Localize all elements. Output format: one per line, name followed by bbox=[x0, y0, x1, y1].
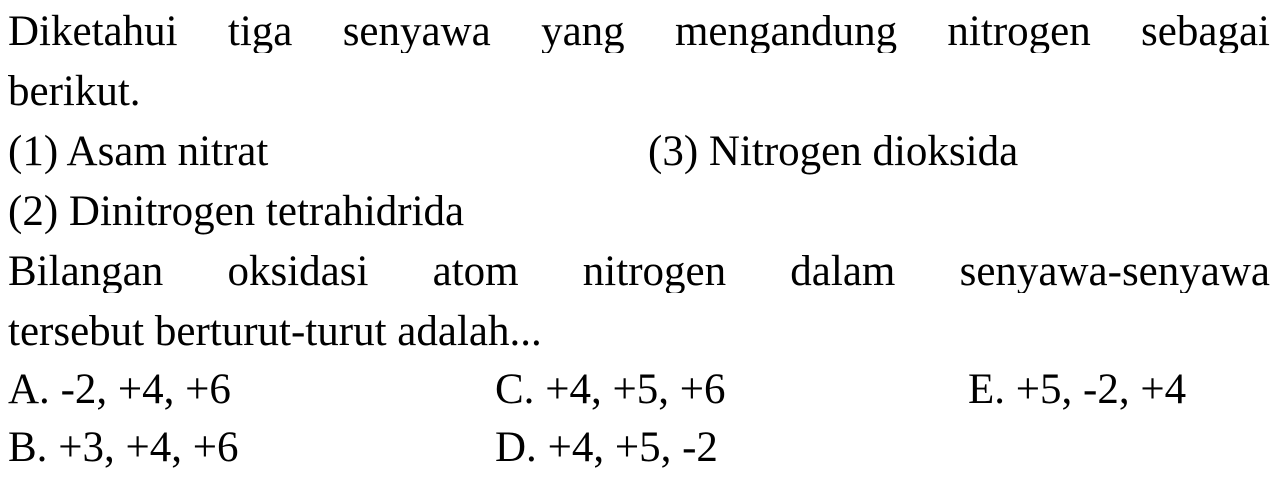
option-b-label: B. bbox=[8, 424, 48, 471]
option-e-value: +5, -2, +4 bbox=[1015, 366, 1187, 413]
prompt-line-2: tersebut berturut-turut adalah... bbox=[8, 308, 542, 355]
prompt-line-1: Bilangan oksidasi atom nitrogen dalam senyawa-senyawa bbox=[8, 250, 1270, 293]
option-b-value: +3, +4, +6 bbox=[58, 424, 239, 471]
compound-2: (2) Dinitrogen tetrahidrida bbox=[8, 188, 465, 235]
option-c-value: +4, +5, +6 bbox=[545, 366, 726, 413]
intro-line-1: Diketahui tiga senyawa yang mengandung nitrogen sebagai bbox=[8, 10, 1270, 53]
option-a[interactable] bbox=[8, 368, 231, 411]
intro-line-2: berikut. bbox=[8, 68, 141, 115]
option-a-value: -2, +4, +6 bbox=[60, 366, 231, 413]
option-d-label: D. bbox=[495, 424, 537, 471]
compound-1: (1) Asam nitrat bbox=[8, 128, 269, 175]
compound-3: (3) Nitrogen dioksida bbox=[648, 128, 1019, 175]
option-d-value: +4, +5, -2 bbox=[547, 424, 718, 471]
option-c-label: C. bbox=[495, 366, 535, 413]
option-a-label: A. bbox=[8, 366, 50, 413]
option-b[interactable] bbox=[8, 426, 238, 469]
option-e[interactable] bbox=[968, 368, 1186, 411]
option-e-label: E. bbox=[968, 366, 1006, 413]
option-c[interactable] bbox=[495, 368, 725, 411]
option-d[interactable] bbox=[495, 426, 718, 469]
